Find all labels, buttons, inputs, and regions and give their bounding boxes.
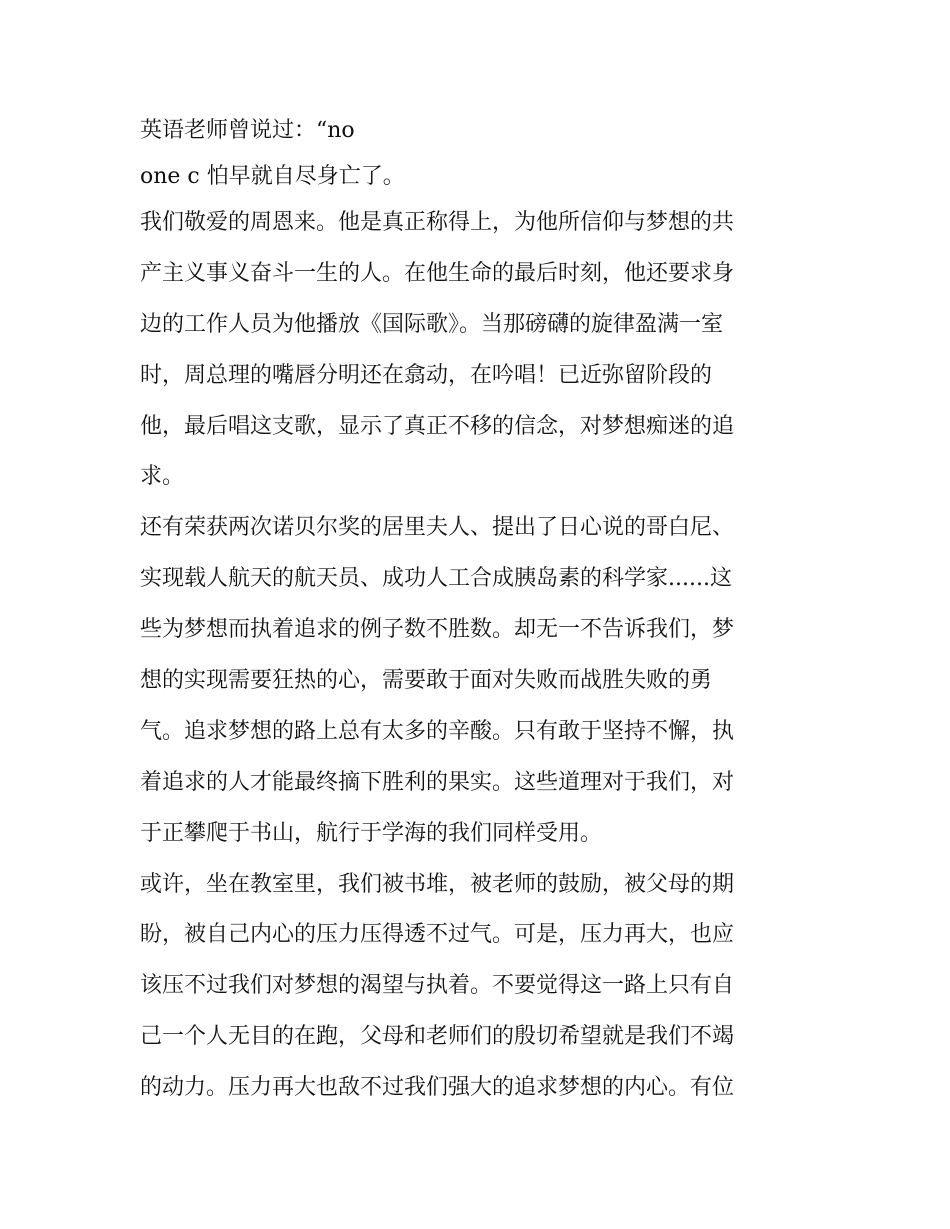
text-line: 我们敬爱的周恩来。他是真正称得上，为他所信仰与梦想的共 xyxy=(140,210,735,235)
text-line: 己一个人无目的在跑，父母和老师们的殷切希望就是我们不竭 xyxy=(140,1024,735,1050)
text-line: 些为梦想而执着追求的例子数不胜数。却无一不告诉我们，梦 xyxy=(140,617,735,643)
text-line: 于正攀爬于书山，航行于学海的我们同样受用。 xyxy=(140,820,603,846)
document-body xyxy=(140,110,820,1118)
text-line: 着追求的人才能最终摘下胜利的果实。这些道理对于我们，对 xyxy=(140,769,735,795)
text-line: 盼，被自己内心的压力压得透不过气。可是，压力再大，也应 xyxy=(140,922,735,948)
text-line: 想的实现需要狂热的心，需要敢于面对失败而战胜失败的勇 xyxy=(140,668,713,694)
text-line: 时，周总理的嘴唇分明还在翕动，在吟唱！已近弥留阶段的 xyxy=(140,362,713,388)
text-line: 或许，坐在教室里，我们被书堆，被老师的鼓励，被父母的期 xyxy=(140,871,735,897)
text-line: 气。追求梦想的路上总有太多的辛酸。只有敢于坚持不懈，执 xyxy=(140,718,735,744)
text-line: 实现载人航天的航天员、成功人工合成胰岛素的科学家......这 xyxy=(140,566,732,592)
text-line: 求。 xyxy=(140,464,185,490)
text-line: 的动力。压力再大也敌不过我们强大的追求梦想的内心。有位 xyxy=(140,1075,735,1101)
text-line: 英语老师曾说过：“no xyxy=(140,118,355,143)
text-line: 边的工作人员为他播放《国际歌》。当那磅礴的旋律盈满一室 xyxy=(140,311,724,337)
text-line: 该压不过我们对梦想的渴望与执着。不要觉得这一路上只有自 xyxy=(140,973,735,999)
text-line: 还有荣获两次诺贝尔奖的居里夫人、提出了日心说的哥白尼、 xyxy=(140,515,735,541)
text-line: one c 怕早就自尽身亡了。 xyxy=(140,164,405,189)
text-line: 他，最后唱这支歌，显示了真正不移的信念，对梦想痴迷的追 xyxy=(140,413,735,439)
text-line: 产主义事义奋斗一生的人。在他生命的最后时刻，他还要求身 xyxy=(140,260,735,286)
